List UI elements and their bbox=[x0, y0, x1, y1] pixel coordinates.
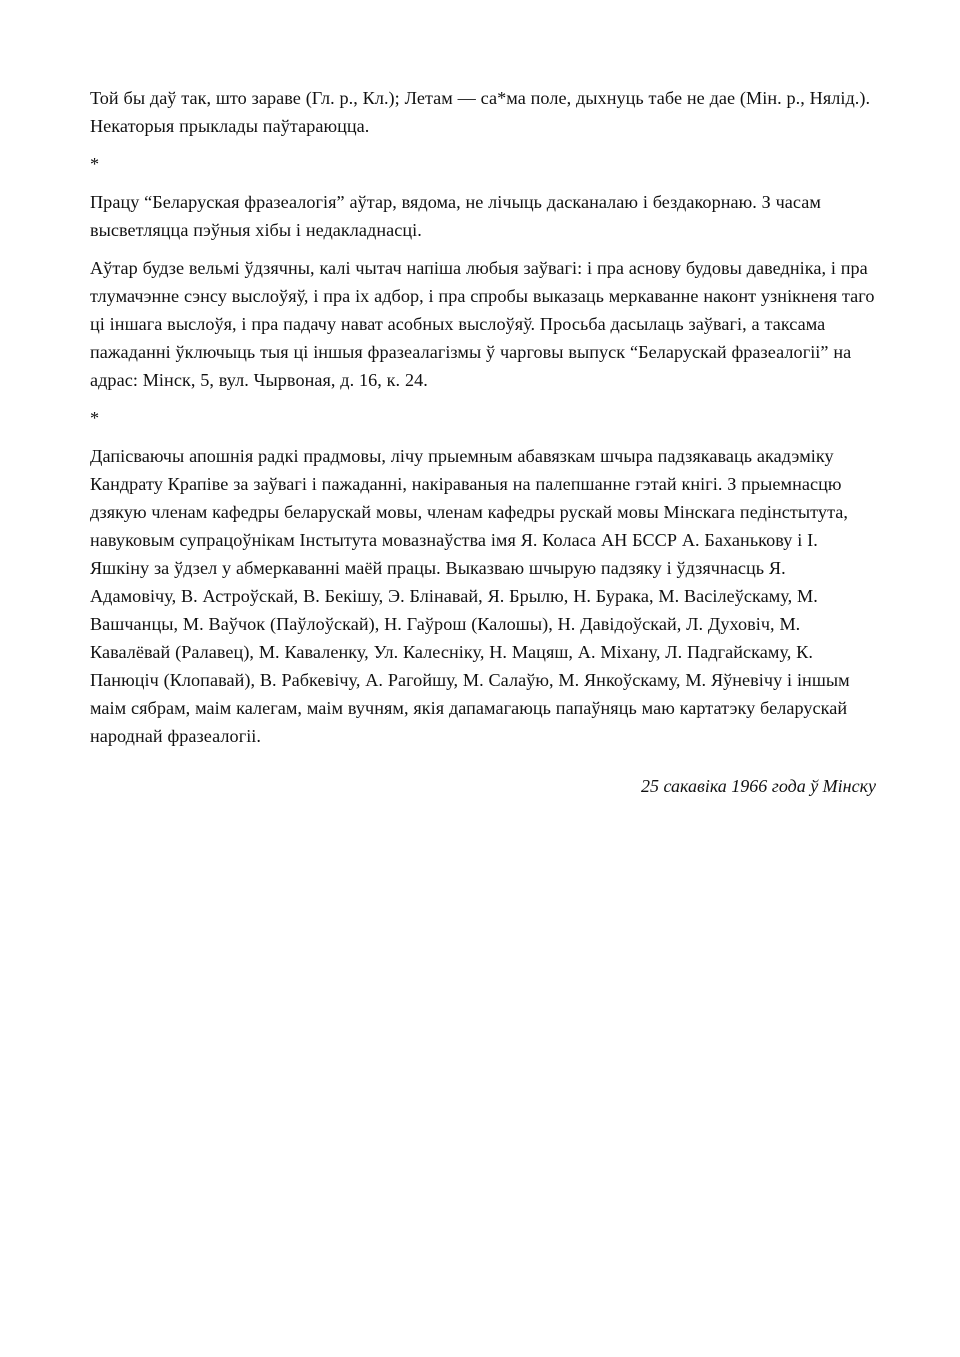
paragraph-author-request-feedback: Аўтар будзе вельмі ўдзячны, калі чытач напіша любыя заўвагі: і пра аснову будовы даведніка, і пра тлумачэнне сэнсу выслоўяў, і пра іх адбор, і пра спробы выказаць меркаванне наконт узнікненя таго ці іншага выслоўя, і пра падачу нават асобных выслоўяў. Просьба дасылаць заўвагі, а таксама пажаданні ўключыць тыя ці іншыя фразеалагізмы ў чарговы выпуск “Беларускай фразеалогіі” на адрас: Мінск, 5, вул. Чырвоная, д. 16, к. 24. bbox=[90, 258, 875, 390]
section-separator-asterisk-1: * bbox=[90, 154, 100, 174]
document-body bbox=[90, 84, 876, 800]
paragraph-opening-examples: Той бы даў так, што зараве (Гл. р., Кл.); Летам — са*ма поле, дыхнуць табе не дае (Мін. р., Нялід.). Некаторыя прыклады паўтараюцца. bbox=[90, 88, 871, 136]
signature-date-place: 25 сакавіка 1966 года ў Мінску bbox=[641, 776, 876, 796]
section-separator-asterisk-2: * bbox=[90, 408, 100, 428]
paragraph-work-not-perfect: Працу “Беларуская фразеалогія” аўтар, вядома, не лічыць дасканалаю і бездакорнаю. З часам высветляцца пэўныя хібы і недакладнасці. bbox=[90, 192, 821, 240]
paragraph-acknowledgements: Дапісваючы апошнія радкі прадмовы, лічу прыемным абавязкам шчыра падзякаваць акадэміку Кандрату Крапіве за заўвагі і пажаданні, накіраваныя на палепшанне гэтай кнігі. З прыемнасцю дзякую членам кафедры беларускай мовы, членам кафедры рускай мовы Мінскага педінстытута, навуковым супрацоўнікам Інстытута мовазнаўства імя Я. Коласа АН БССР А. Баханькову і І. Яшкіну за ўдзел у абмеркаванні маёй працы. Выказваю шчырую падзяку і ўдзячнасць Я. Адамовічу, В. Астроўскай, В. Бекішу, Э. Блінавай, Я. Брылю, Н. Бурака, М. Васілеўскаму, М. Вашчанцы, М. Ваўчок (Паўлоўскай), Н. Гаўрош (Калошы), Н. Давідоўскай, Л. Духовіч, М. Кавалёвай (Ралавец), М. Каваленку, Ул. Калесніку, Н. Мацяш, А. Міхану, Л. Падгайскаму, К. Панюціч (Клопавай), В. Рабкевічу, А. Рагойшу, М. Салаўю, М. Янкоўскаму, М. Яўневічу і іншым маім сябрам, маім калегам, маім вучням, якія дапамагаюць папаўняць маю картатэку беларускай народнай фразеалогіі. bbox=[90, 446, 850, 746]
